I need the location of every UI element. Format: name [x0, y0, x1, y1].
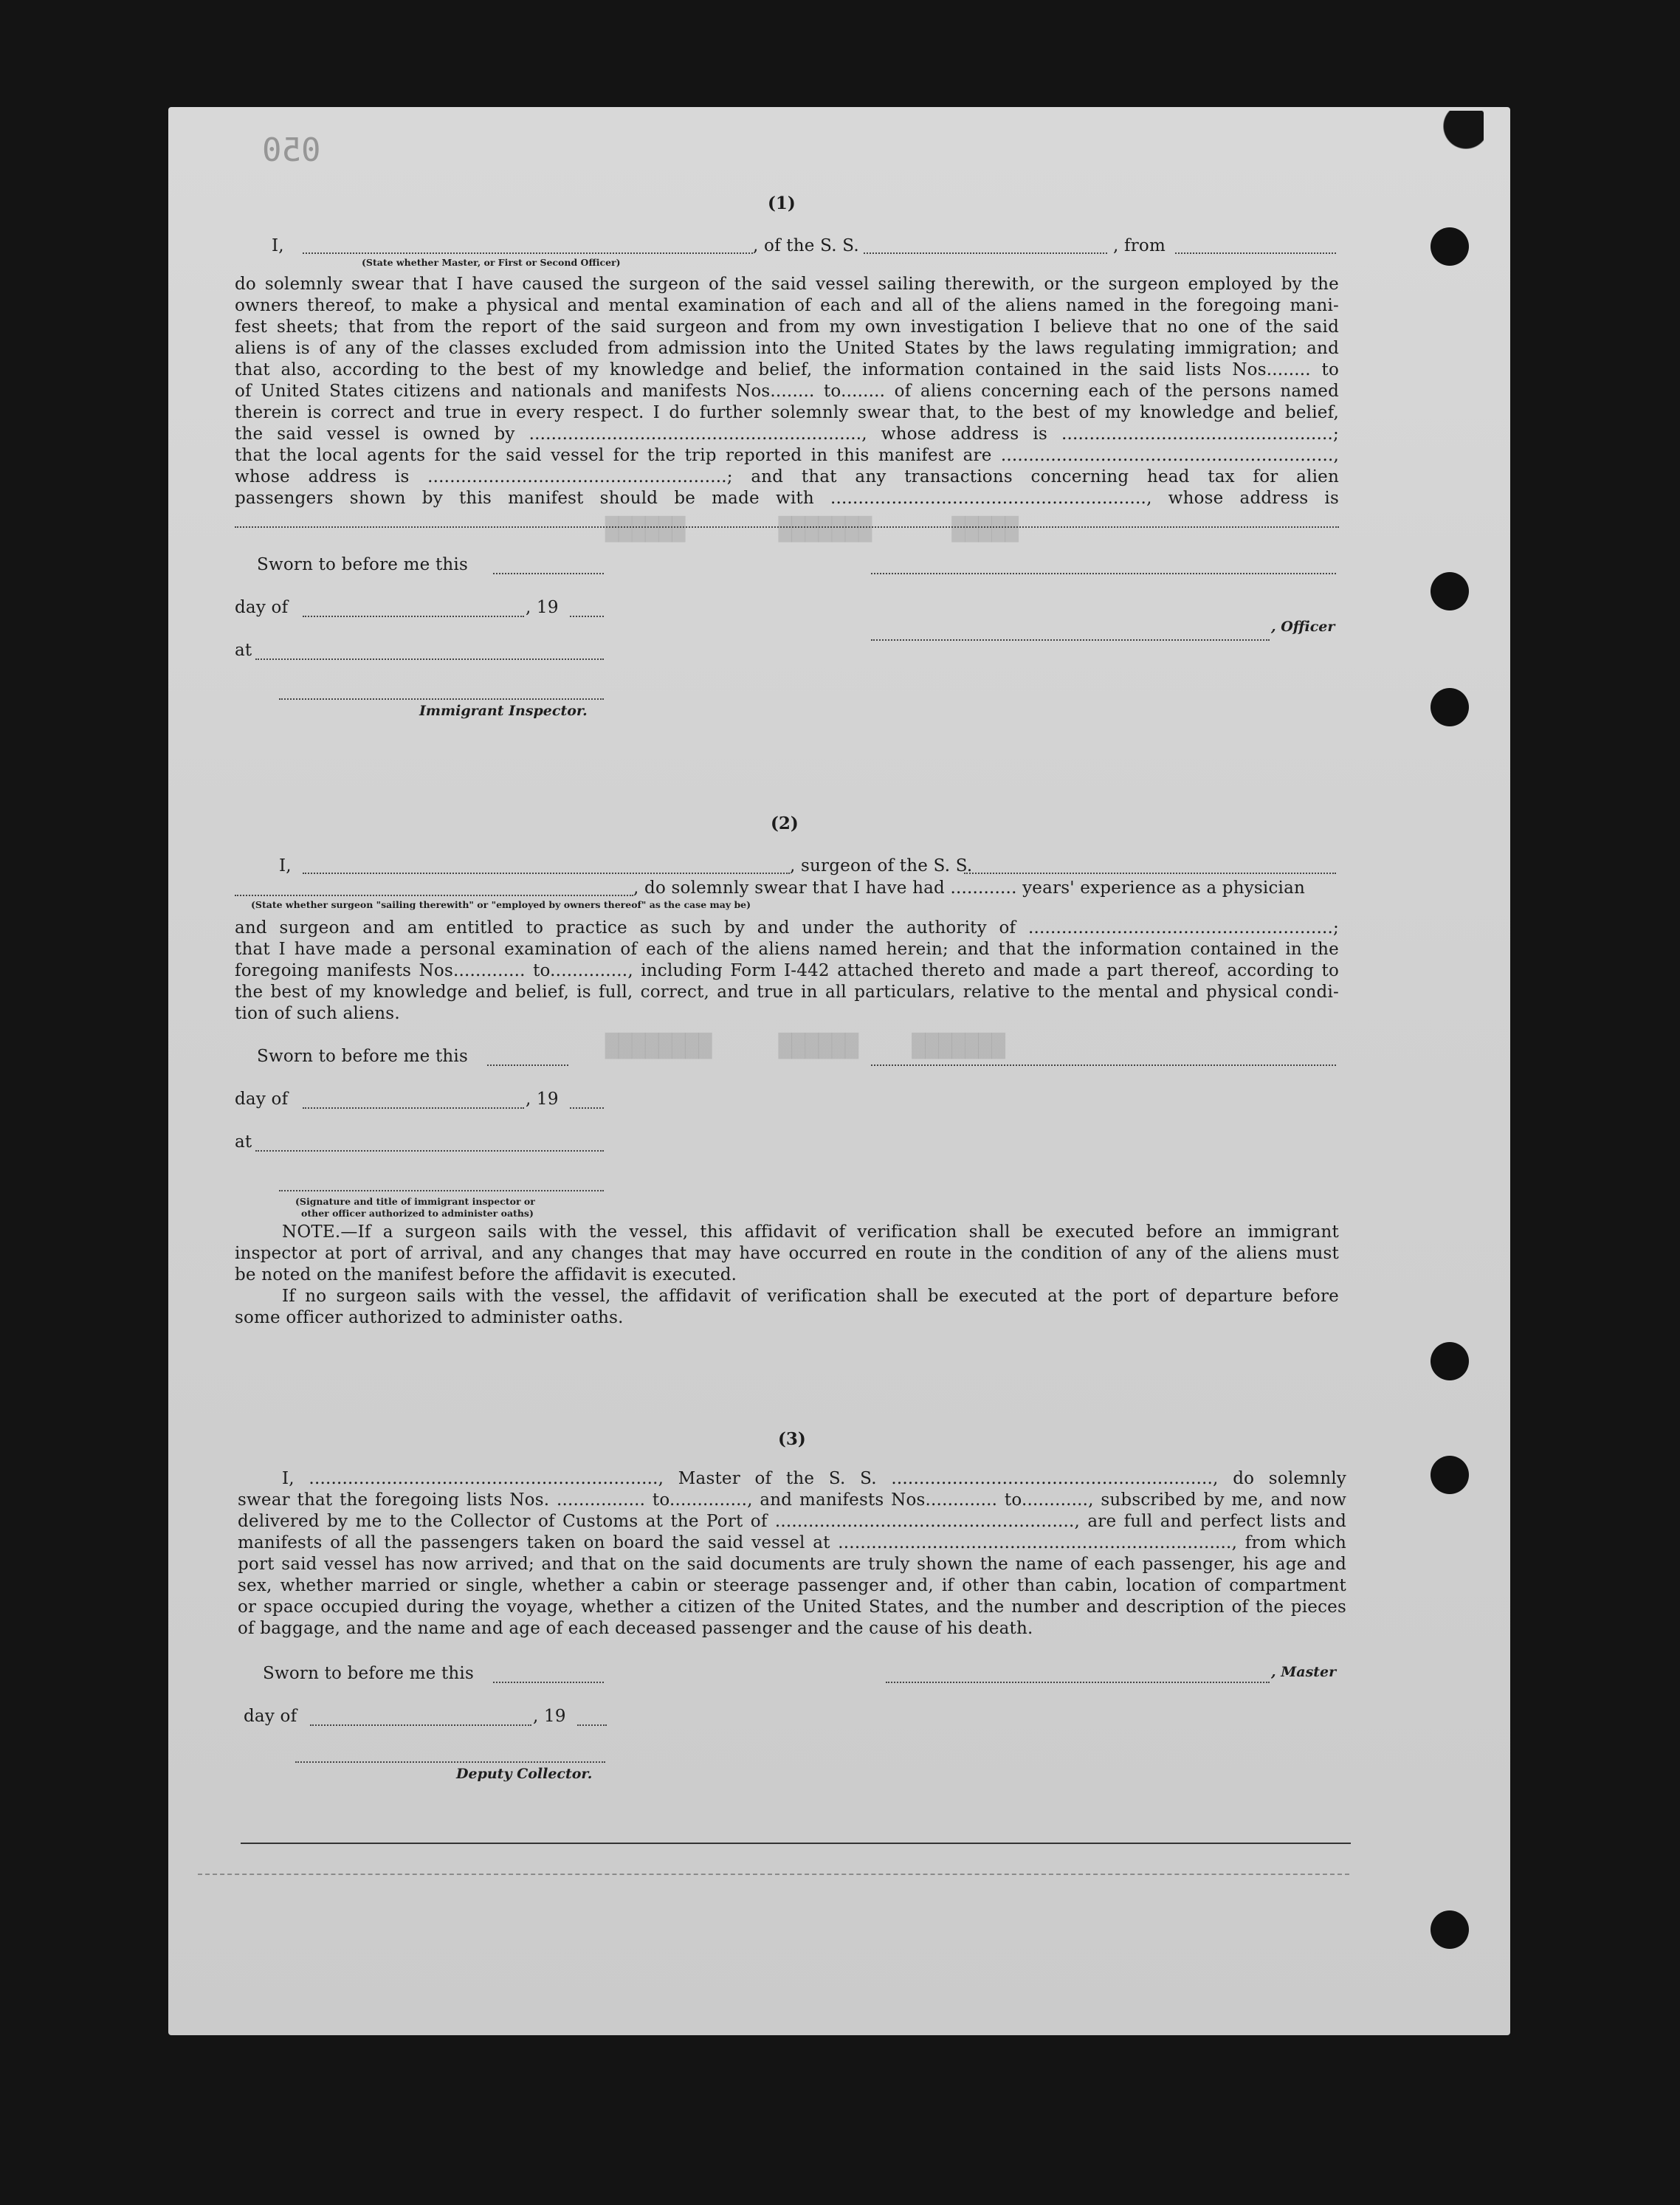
officer-name-field[interactable] — [303, 252, 753, 254]
torn-corner — [1425, 111, 1484, 162]
punch-hole — [1431, 1456, 1469, 1494]
sworn-label-3: Sworn to before me this — [263, 1664, 474, 1683]
from-port-field[interactable] — [1175, 252, 1336, 254]
at-field-2[interactable] — [255, 1150, 604, 1152]
para-line: of baggage, and the name and age of each deceased passenger and the cause of his death. — [238, 1619, 1033, 1638]
year-label-3: , 19 — [533, 1707, 566, 1726]
surgeon-name-field[interactable] — [303, 873, 790, 874]
section-2-number: (2) — [771, 813, 799, 833]
deputy-collector-label: Deputy Collector. — [456, 1766, 593, 1782]
bleed-through-texture: ███████ ██████ ████████ — [605, 1033, 1073, 1059]
section-1-number: (1) — [768, 193, 796, 213]
inspector-signature-field[interactable] — [279, 698, 604, 700]
para-line: the said vessel is owned by ............................................................, whose address is .................................................; — [235, 424, 1339, 444]
officer-signature-field[interactable] — [871, 639, 1270, 641]
note-line: be noted on the manifest before the affidavit is executed. — [235, 1265, 737, 1284]
para-line: that also, according to the best of my knowledge and belief, the information contained in the said lists Nos........ to — [235, 360, 1339, 379]
para-line: delivered by me to the Collector of Customs at the Port of ......................................................, are full and perfect lists and — [238, 1512, 1346, 1531]
year-field-3[interactable] — [577, 1724, 607, 1726]
para-line: therein is correct and true in every respect. I do further solemnly swear that, to the best of my knowledge and belief, — [235, 403, 1339, 422]
officer-label: , Officer — [1271, 619, 1335, 635]
punch-hole — [1431, 227, 1469, 266]
para-line: that the local agents for the said vessel for the trip reported in this manifest are ............................................................, — [235, 446, 1339, 465]
para-line: passengers shown by this manifest should be made with ........................................................., whose address is — [235, 489, 1339, 508]
at-label-1: at — [235, 641, 252, 660]
oath-1-i: I, — [272, 236, 284, 255]
inspector-label: Immigrant Inspector. — [419, 703, 588, 719]
oath-1-vessel-label: , of the S. S. — [753, 236, 859, 255]
para-line: fest sheets; that from the report of the said surgeon and from my own investigation I believe that no one of the said — [235, 317, 1339, 337]
note-line: inspector at port of arrival, and any changes that may have occurred en route in the condition of any of the aliens must — [235, 1244, 1339, 1263]
note-line: If no surgeon sails with the vessel, the affidavit of verification shall be executed at the port of departure before — [282, 1287, 1339, 1306]
signature-field-2[interactable] — [279, 1190, 604, 1191]
day-of-label-1: day of — [235, 598, 289, 617]
para-line: that I have made a personal examination of each of the aliens named herein; and that the information contained in the — [235, 940, 1339, 959]
para-line: owners thereof, to make a physical and mental examination of each and all of the aliens named in the foregoing mani- — [235, 296, 1339, 315]
para-line: manifests of all the passengers taken on board the said vessel at ......................................................................., from which — [238, 1533, 1346, 1552]
para-line: the best of my knowledge and belief, is full, correct, and true in all particulars, relative to the mental and physical condi- — [235, 983, 1339, 1002]
sworn-date-field-2[interactable] — [487, 1064, 568, 1066]
vessel-name-field[interactable] — [864, 252, 1107, 254]
para-line: sex, whether married or single, whether a cabin or steerage passenger and, if other than cabin, location of compartment — [238, 1576, 1346, 1595]
para-line: or space occupied during the voyage, whether a citizen of the United States, and the number and description of the pieces — [238, 1597, 1346, 1617]
day-of-field-2[interactable] — [303, 1107, 524, 1109]
punch-hole — [1431, 1342, 1469, 1380]
year-field-1[interactable] — [570, 616, 604, 617]
signature-note-line-1: (Signature and title of immigrant inspector or — [295, 1196, 535, 1207]
punch-hole — [1431, 1910, 1469, 1949]
para-line: aliens is of any of the classes excluded from admission into the United States by the laws regulating immigration; and — [235, 339, 1339, 358]
para-line: do solemnly swear that I have caused the surgeon of the said vessel sailing therewith, or the surgeon employed by the — [235, 275, 1339, 294]
master-signature-field[interactable] — [886, 1682, 1270, 1683]
year-field-2[interactable] — [570, 1107, 604, 1109]
oath-2-years-line: , do solemnly swear that I have had ............ years' experience as a physician — [633, 878, 1306, 898]
para-line: tion of such aliens. — [235, 1004, 400, 1023]
oath-2-vessel-label: , surgeon of the S. S. — [790, 856, 973, 876]
sworn-date-field-1[interactable] — [493, 573, 604, 574]
bottom-rule — [241, 1843, 1351, 1844]
day-of-label-2: day of — [235, 1090, 289, 1109]
officer-title-note: (State whether Master, or First or Second Officer) — [362, 257, 621, 268]
para-line: foregoing manifests Nos............. to.............., including Form I-442 attached thereto and made a part thereof, according to — [235, 961, 1339, 980]
day-of-field-1[interactable] — [303, 616, 524, 617]
page-stamp-number: 050 — [262, 131, 321, 169]
vessel-name-field-2[interactable] — [964, 873, 1336, 874]
sworn-date-field-3[interactable] — [493, 1682, 604, 1683]
sworn-label-1: Sworn to before me this — [257, 555, 468, 574]
surgeon-signature-line[interactable] — [871, 1064, 1336, 1066]
officer-signature-top-line[interactable] — [871, 573, 1336, 574]
note-line: NOTE.—If a surgeon sails with the vessel, this affidavit of verification shall be executed before an immigrant — [282, 1222, 1339, 1242]
para-line: I, ..............................................................., Master of the S. S. .........................................................., do solemnly — [282, 1469, 1346, 1488]
day-of-field-3[interactable] — [310, 1724, 531, 1726]
year-label-2: , 19 — [526, 1090, 559, 1109]
para-line: port said vessel has now arrived; and that on the said documents are truly shown the name of each passenger, his age and — [238, 1555, 1346, 1574]
para-line: swear that the foregoing lists Nos. ................ to.............., and manifests Nos............. to............, subscribed by me, and now — [238, 1490, 1346, 1510]
day-of-label-3: day of — [244, 1707, 297, 1726]
bottom-dashed-rule — [198, 1874, 1349, 1875]
surgeon-status-note: (State whether surgeon "sailing therewith" or "employed by owners thereof" as the case may be) — [251, 899, 751, 910]
para-line: and surgeon and am entitled to practice as such by and under the authority of .......................................................; — [235, 918, 1339, 938]
address-continuation-field[interactable] — [235, 526, 1339, 528]
deputy-signature-field[interactable] — [295, 1761, 605, 1763]
signature-note-line-2: other officer authorized to administer oaths) — [301, 1208, 534, 1219]
section-3-number: (3) — [778, 1429, 806, 1449]
oath-1-from-label: , from — [1113, 236, 1166, 255]
oath-2-i: I, — [279, 856, 292, 876]
at-field-1[interactable] — [255, 658, 604, 660]
punch-hole — [1431, 572, 1469, 610]
master-label: , Master — [1271, 1664, 1337, 1680]
at-label-2: at — [235, 1132, 252, 1152]
note-line: some officer authorized to administer oaths. — [235, 1308, 624, 1327]
punch-hole — [1431, 688, 1469, 726]
bleed-through-texture: █████ ███████ ██████ — [605, 517, 1152, 543]
para-line: whose address is ......................................................; and that any transactions concerning head tax for alien — [235, 467, 1339, 486]
year-label-1: , 19 — [526, 598, 559, 617]
sworn-label-2: Sworn to before me this — [257, 1047, 468, 1066]
surgeon-status-field[interactable] — [235, 895, 633, 896]
para-line: of United States citizens and nationals and manifests Nos........ to........ of aliens concerning each of the persons named — [235, 382, 1339, 401]
